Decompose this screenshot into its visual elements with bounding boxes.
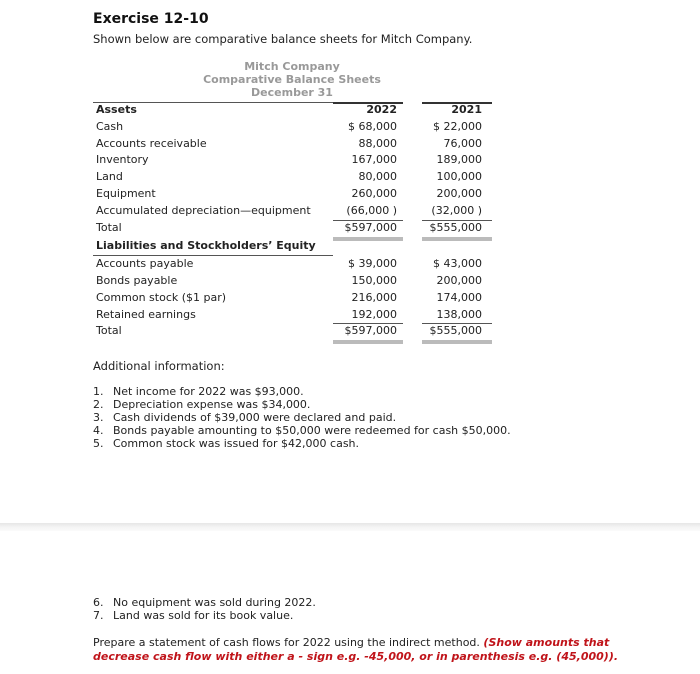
page-divider (0, 523, 700, 531)
value-2021: 174,000 (436, 290, 482, 304)
list-item (93, 596, 316, 609)
list-item (93, 609, 293, 622)
row-label: Accounts receivable (96, 136, 207, 150)
list-item (93, 385, 304, 398)
row-label: Total (96, 324, 122, 338)
company-name: Mitch Company (244, 60, 340, 73)
instructions-text: Prepare a statement of cash flows for 2022 using the indirect method. (93, 636, 480, 649)
value-2022: 192,000 (351, 307, 397, 321)
exercise-title: Exercise 12-10 (93, 11, 209, 27)
row-label: Inventory (96, 153, 149, 167)
assets-total-row (93, 220, 491, 237)
value-2021: $555,000 (429, 220, 482, 234)
note-text: Common stock was issued for $42,000 cash. (113, 437, 360, 450)
value-2022: (66,000 ) (346, 203, 397, 217)
value-2022: 216,000 (351, 290, 397, 304)
row-label: Common stock ($1 par) (96, 290, 227, 304)
note-number: 3. (93, 411, 104, 424)
value-2021: 138,000 (436, 307, 482, 321)
value-2021: 200,000 (436, 186, 482, 200)
note-text: Net income for 2022 was $93,000. (113, 385, 304, 398)
table-row (93, 186, 491, 203)
value-2021: 76,000 (443, 136, 482, 150)
value-2022: 150,000 (351, 273, 397, 287)
note-number: 1. (93, 385, 104, 398)
liabilities-total-row (93, 323, 491, 340)
value-2021: 200,000 (436, 273, 482, 287)
table-row (93, 152, 491, 169)
table-row (93, 169, 491, 186)
assets-header: Assets (96, 103, 137, 116)
row-label: Retained earnings (96, 307, 196, 321)
row-label: Cash (96, 119, 124, 133)
value-2021: (32,000 ) (431, 203, 482, 217)
value-2022: $ 68,000 (348, 119, 397, 133)
table-row (93, 136, 491, 153)
value-2021: 100,000 (436, 170, 482, 184)
table-row (93, 290, 491, 307)
table-row (93, 307, 491, 324)
row-label: Accumulated depreciation—equipment (96, 203, 311, 217)
value-2022: 167,000 (351, 153, 397, 167)
table-header-row (93, 102, 491, 119)
note-text: Bonds payable amounting to $50,000 were redeemed for cash $50,000. (113, 424, 511, 437)
liabilities-header-row (93, 238, 491, 255)
list-item (93, 411, 396, 424)
intro-text: Shown below are comparative balance sheets for Mitch Company. (93, 32, 473, 46)
value-2021: $ 22,000 (433, 119, 482, 133)
statement-date: December 31 (251, 86, 333, 99)
note-text: Depreciation expense was $34,000. (113, 398, 311, 411)
note-number: 7. (93, 609, 104, 622)
row-label: Accounts payable (96, 257, 194, 271)
table-row (93, 273, 491, 290)
statement-title: Comparative Balance Sheets (203, 73, 381, 86)
note-number: 4. (93, 424, 104, 437)
row-label: Land (96, 170, 123, 184)
value-2021: $ 43,000 (433, 257, 482, 271)
year-2021-header: 2021 (451, 103, 482, 116)
note-number: 5. (93, 437, 104, 450)
value-2022: $597,000 (344, 220, 397, 234)
note-text: No equipment was sold during 2022. (113, 596, 316, 609)
table-row (93, 203, 491, 220)
value-2022: $597,000 (344, 324, 397, 338)
row-label: Equipment (96, 186, 156, 200)
list-item (93, 398, 310, 411)
instructions (93, 636, 653, 664)
value-2022: $ 39,000 (348, 257, 397, 271)
row-label: Bonds payable (96, 273, 178, 287)
note-text: Cash dividends of $39,000 were declared and paid. (113, 411, 397, 424)
table-row (93, 256, 491, 273)
instructions-emphasis: (Show amounts that decrease cash flow with either a - sign e.g. -45,000, or in parenthesis e.g. (45,000)). (93, 636, 619, 663)
row-label: Total (96, 220, 122, 234)
note-number: 2. (93, 398, 104, 411)
year-2022-header: 2022 (366, 103, 397, 116)
value-2021: 189,000 (436, 153, 482, 167)
note-number: 6. (93, 596, 104, 609)
value-2022: 260,000 (351, 186, 397, 200)
value-2022: 80,000 (358, 170, 397, 184)
value-2021: $555,000 (429, 324, 482, 338)
value-2022: 88,000 (358, 136, 397, 150)
note-text: Land was sold for its book value. (113, 609, 294, 622)
liabilities-header: Liabilities and Stockholders’ Equity (96, 239, 316, 253)
list-item (93, 437, 359, 450)
table-row (93, 119, 491, 136)
list-item (93, 424, 511, 437)
additional-info-label: Additional information: (93, 359, 225, 373)
balance-sheet-table (93, 98, 491, 340)
